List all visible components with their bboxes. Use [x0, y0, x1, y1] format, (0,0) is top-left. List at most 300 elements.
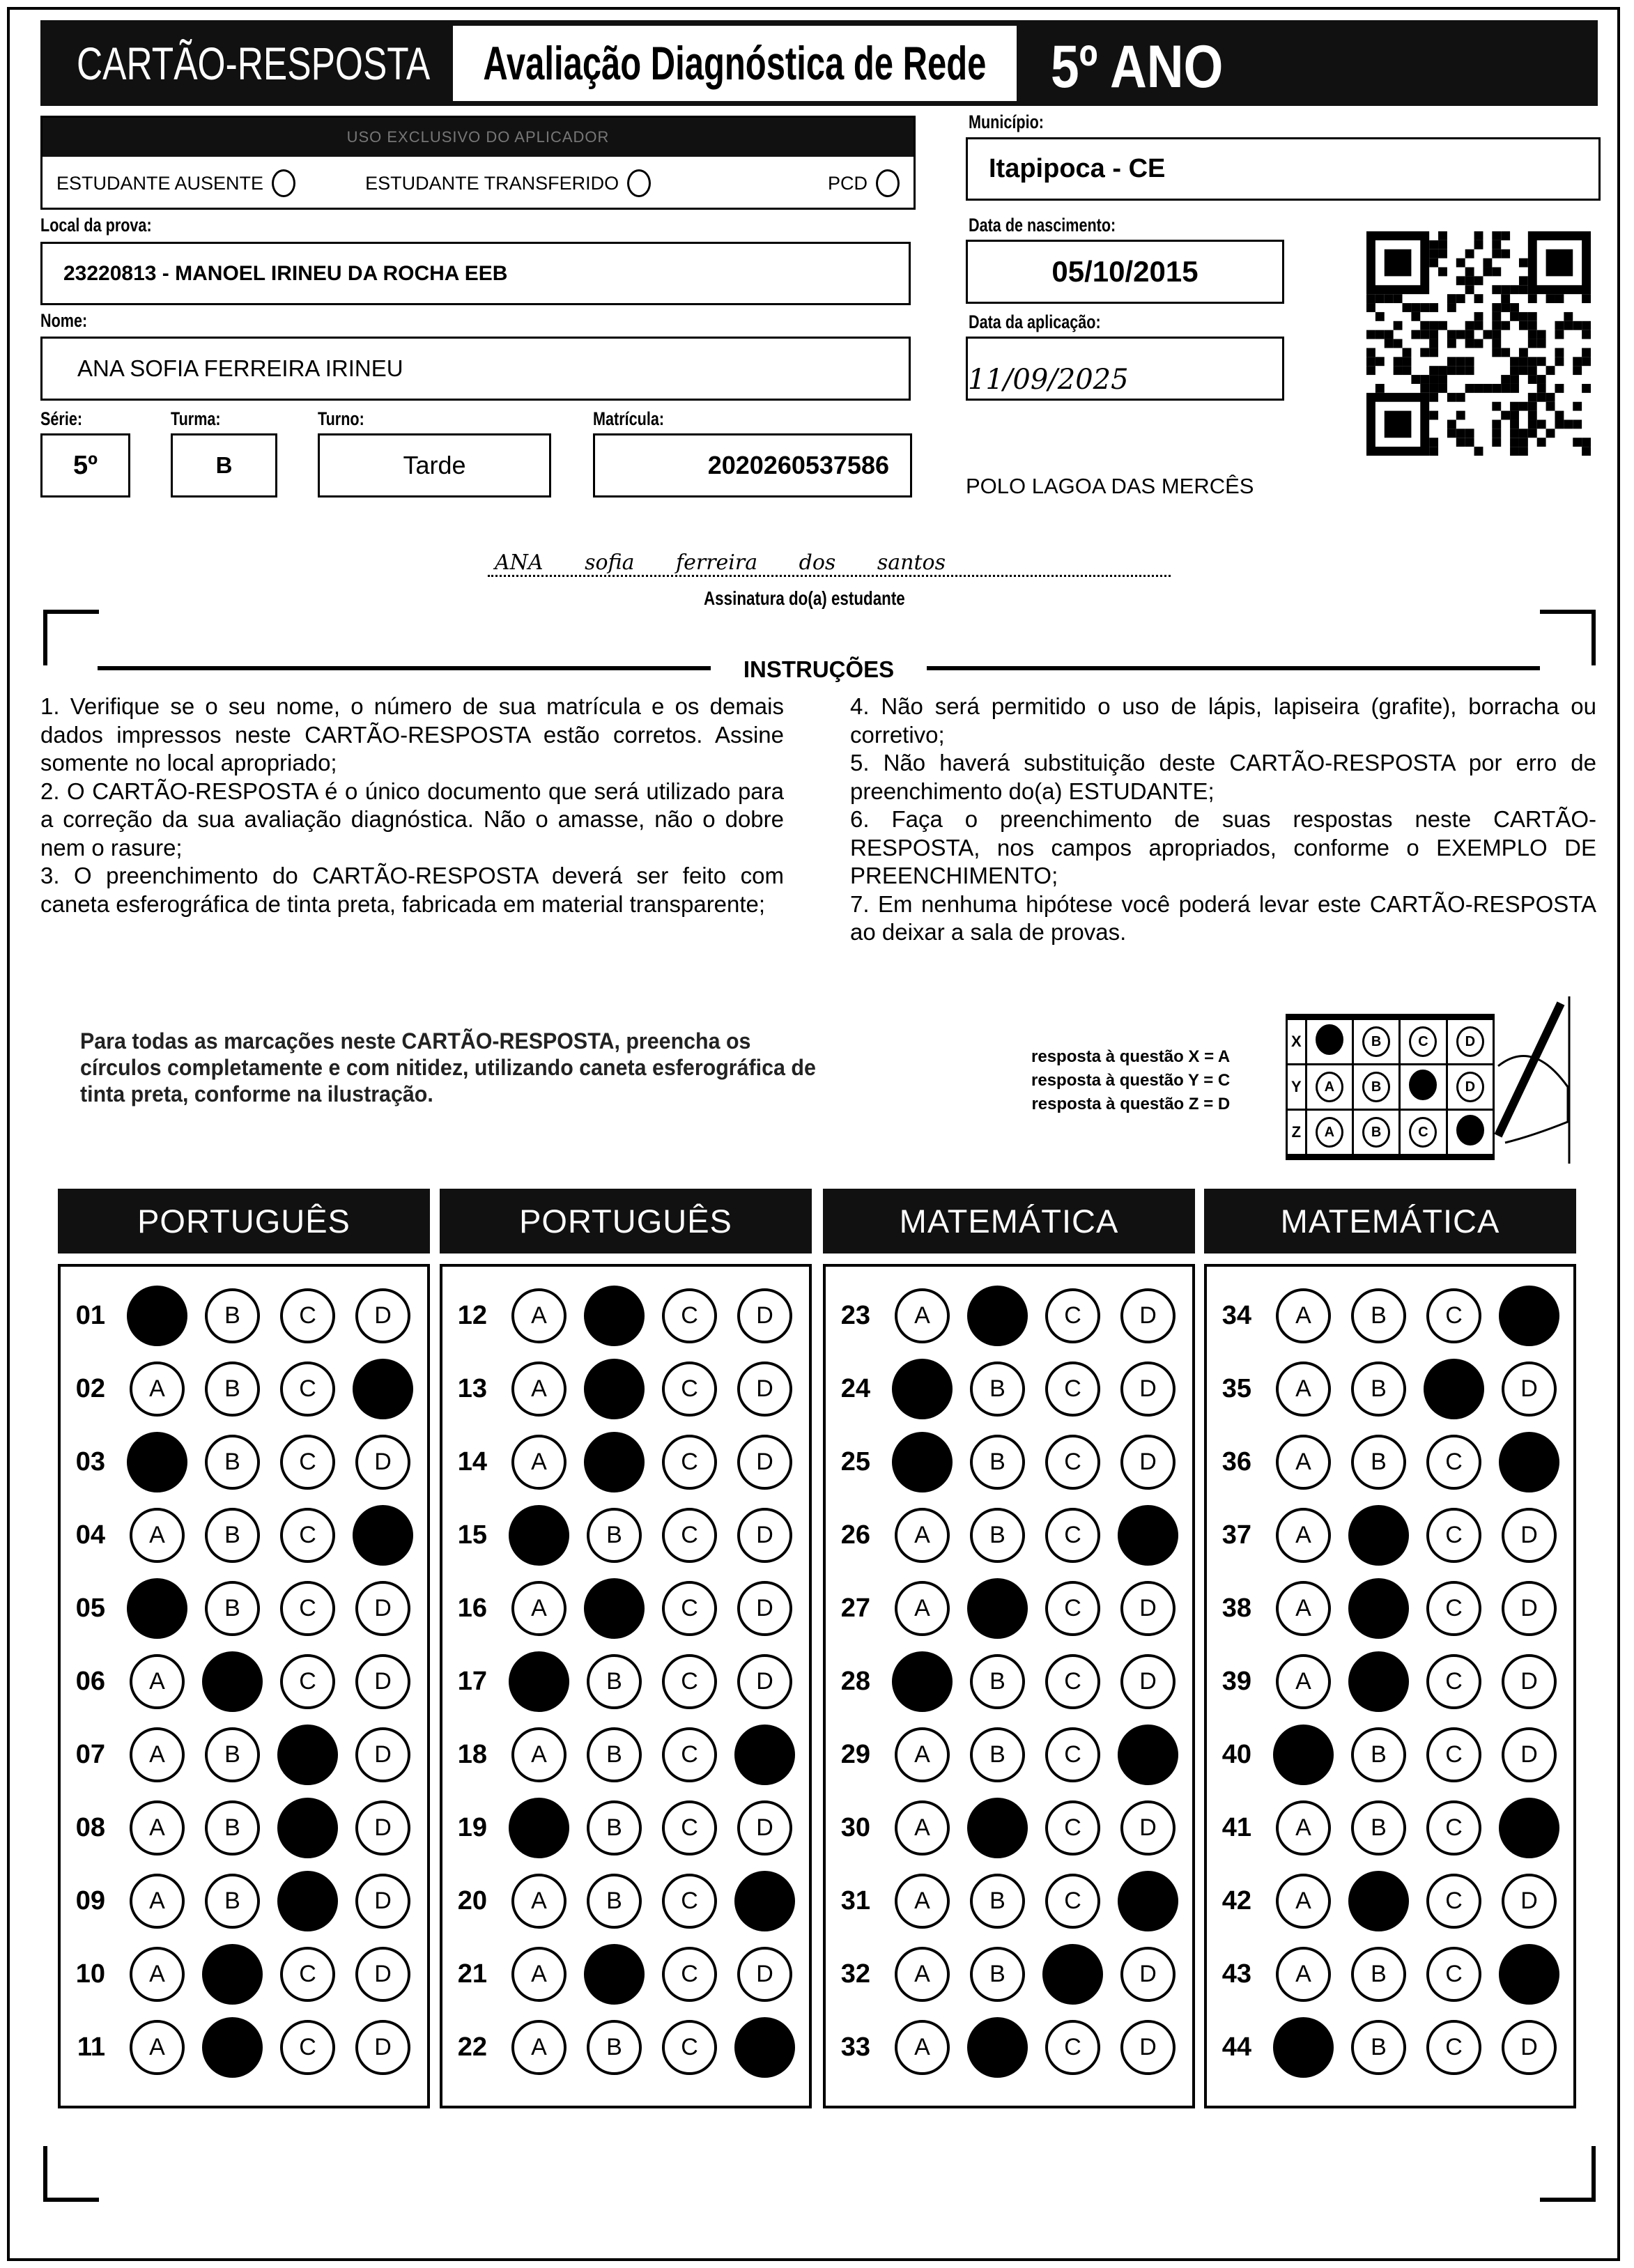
answer-bubble-d[interactable]	[734, 1725, 795, 1785]
question-row	[442, 2016, 792, 2078]
answer-bubble-c[interactable]: C	[1045, 2020, 1100, 2075]
local-field: 23220813 - MANOEL IRINEU DA ROCHA EEB	[40, 242, 911, 305]
answer-bubble-d[interactable]: D	[355, 1654, 410, 1709]
turma-label: Turma:	[171, 408, 221, 429]
question-number: 42	[1221, 1885, 1251, 1915]
answer-bubble-d[interactable]	[734, 1871, 795, 1931]
answer-bubble-c[interactable]: C	[280, 1581, 335, 1636]
question-number: 32	[840, 1959, 870, 1989]
answer-bubble-b[interactable]	[1348, 1651, 1409, 1712]
answer-bubble-d[interactable]	[1499, 1286, 1559, 1346]
example-bubble: D	[1456, 1072, 1484, 1102]
answer-bubble-a[interactable]: A	[130, 1727, 185, 1782]
assessment-title: Avaliação Diagnóstica de Rede	[483, 37, 987, 90]
question-row	[61, 1796, 410, 1859]
question-row	[1207, 1943, 1557, 2005]
pcd-bubble[interactable]	[876, 169, 900, 197]
answer-bubble-c[interactable]: C	[280, 1947, 335, 2002]
answer-bubble-c[interactable]: C	[662, 1508, 717, 1563]
question-number: 37	[1221, 1520, 1251, 1550]
answer-bubble-d[interactable]: D	[737, 1654, 792, 1709]
example-cell	[1306, 1065, 1352, 1110]
answer-bubble-c[interactable]	[1424, 1359, 1484, 1419]
answer-bubble-c[interactable]: C	[1045, 1874, 1100, 1929]
example-question-label: Z	[1287, 1110, 1307, 1155]
answer-grid	[1204, 1264, 1576, 2108]
answer-bubble-c[interactable]: C	[1426, 2020, 1481, 2075]
answer-bubble-c[interactable]: C	[662, 1361, 717, 1417]
answer-bubble-a[interactable]	[127, 1578, 187, 1639]
question-number: 16	[457, 1593, 487, 1623]
absent-label: ESTUDANTE AUSENTE	[56, 172, 264, 194]
answer-bubble-a[interactable]: A	[130, 1361, 185, 1417]
answer-bubble-a[interactable]: A	[511, 2020, 566, 2075]
student-signature[interactable]: ANA sofia ferreira dos santos	[488, 550, 1171, 577]
question-number: 40	[1221, 1739, 1251, 1769]
answer-bubble-b[interactable]: B	[205, 1288, 260, 1343]
answer-bubble-b[interactable]: B	[970, 1947, 1025, 2002]
answer-bubble-d[interactable]	[1499, 1432, 1559, 1492]
answer-bubble-c[interactable]: C	[1426, 1874, 1481, 1929]
answer-bubble-b[interactable]: B	[970, 1727, 1025, 1782]
answer-bubble-d[interactable]: D	[355, 1947, 410, 2002]
answer-bubble-b[interactable]	[967, 2017, 1028, 2078]
turma-field: B	[171, 433, 277, 497]
grade-title: 5º ANO	[1051, 33, 1224, 100]
answer-bubble-b[interactable]	[584, 1432, 645, 1492]
question-row	[826, 1357, 1176, 1420]
pcd-label: PCD	[827, 172, 868, 194]
question-number: 21	[457, 1959, 487, 1989]
answer-bubble-c[interactable]: C	[1045, 1435, 1100, 1490]
example-bubble: B	[1362, 1117, 1390, 1148]
answer-bubble-a[interactable]: A	[511, 1435, 566, 1490]
answer-bubble-a[interactable]: A	[895, 1581, 950, 1636]
example-line: resposta à questão Z = D	[1031, 1095, 1231, 1113]
question-number: 22	[457, 2032, 487, 2062]
answer-bubble-c[interactable]: C	[280, 1288, 335, 1343]
answer-bubble-a[interactable]: A	[511, 1727, 566, 1782]
example-cell	[1447, 1110, 1493, 1155]
example-illustration	[1286, 1014, 1495, 1160]
fill-instructions-note: Para todas as marcações neste CARTÃO-RESPOSTA, preencha os círculos completamente e com nitidez, utilizando caneta esferográfica de tinta preta, conforme na ilustração.	[80, 1028, 816, 1106]
example-line: resposta à questão X = A	[1031, 1047, 1231, 1066]
example-row	[1287, 1065, 1494, 1110]
answer-bubble-a[interactable]: A	[511, 1874, 566, 1929]
answer-bubble-b[interactable]	[1348, 1505, 1409, 1566]
assessment-title-box	[453, 26, 1017, 101]
question-row	[61, 1504, 410, 1566]
answer-bubble-a[interactable]: A	[1276, 1581, 1331, 1636]
answer-bubble-a[interactable]	[127, 1286, 187, 1346]
answer-bubble-d[interactable]: D	[737, 1508, 792, 1563]
answer-bubble-b[interactable]: B	[587, 1727, 642, 1782]
answer-bubble-a[interactable]: A	[1276, 1435, 1331, 1490]
answer-bubble-d[interactable]: D	[355, 1727, 410, 1782]
answer-bubble-c[interactable]	[277, 1725, 338, 1785]
answer-bubble-b[interactable]: B	[205, 1727, 260, 1782]
answer-bubble-c[interactable]: C	[1426, 1581, 1481, 1636]
question-number: 10	[75, 1959, 105, 1989]
answer-bubble-d[interactable]: D	[1502, 1654, 1557, 1709]
answer-bubble-b[interactable]: B	[970, 1361, 1025, 1417]
answer-bubble-b[interactable]: B	[1351, 1727, 1406, 1782]
question-row	[826, 1504, 1176, 1566]
question-row	[826, 1723, 1176, 1786]
matricula-field: 2020260537586	[593, 433, 912, 497]
question-number: 26	[840, 1520, 870, 1550]
transferred-label: ESTUDANTE TRANSFERIDO	[365, 172, 619, 194]
instructions-left: 1. Verifique se o seu nome, o número de sua matrícula e os demais dados impressos neste CARTÃO-RESPOSTA estão corretos. Assine somente no local apropriado; 2. O CARTÃO-RESPOSTA é o único documento que será utilizado para a correção da sua avaliação diagnóstica. Não o amasse, não o dobre nem o rasure; 3. O preenchimento do CARTÃO-RESPOSTA deverá ser feito com caneta esferográfica de tinta preta, fabricada em material transparente;	[40, 693, 784, 917]
name-label: Nome:	[40, 310, 88, 331]
question-row	[826, 1796, 1176, 1859]
answer-bubble-b[interactable]: B	[970, 1508, 1025, 1563]
answer-bubble-a[interactable]: A	[895, 1874, 950, 1929]
question-row	[442, 1796, 792, 1859]
question-row	[1207, 1577, 1557, 1640]
answer-bubble-a[interactable]: A	[130, 1947, 185, 2002]
answer-bubble-b[interactable]	[967, 1578, 1028, 1639]
question-row	[61, 1869, 410, 1932]
answer-bubble-b[interactable]: B	[1351, 1361, 1406, 1417]
card-title: CARTÃO-RESPOSTA	[77, 38, 431, 89]
answer-bubble-c[interactable]: C	[662, 1288, 717, 1343]
example-cell	[1353, 1110, 1400, 1155]
example-bubble: A	[1316, 1117, 1343, 1148]
answer-bubble-a[interactable]: A	[130, 1874, 185, 1929]
example-legend	[1031, 1045, 1230, 1116]
answer-bubble-d[interactable]: D	[355, 1800, 410, 1856]
birthdate-label: Data de nascimento:	[969, 215, 1116, 236]
answer-bubble-a[interactable]: A	[511, 1581, 566, 1636]
question-row	[61, 1650, 410, 1713]
example-bubble: B	[1362, 1026, 1390, 1057]
polo-text: POLO LAGOA DAS MERCÊS	[966, 474, 1254, 498]
answer-bubble-d[interactable]: D	[1502, 2020, 1557, 2075]
answer-bubble-c[interactable]: C	[662, 1874, 717, 1929]
turno-field: Tarde	[318, 433, 551, 497]
answer-bubble-b[interactable]: B	[587, 2020, 642, 2075]
question-row	[826, 1430, 1176, 1493]
answer-bubble-a[interactable]: A	[511, 1947, 566, 2002]
answer-bubble-b[interactable]	[202, 1651, 263, 1712]
answer-bubble-c[interactable]: C	[662, 2020, 717, 2075]
answer-bubble-d[interactable]	[353, 1359, 413, 1419]
serie-label: Série:	[40, 408, 83, 429]
signature-caption: Assinatura do(a) estudante	[704, 587, 905, 609]
answer-bubble-b[interactable]: B	[205, 1874, 260, 1929]
question-row	[1207, 1869, 1557, 1932]
answer-bubble-b[interactable]	[584, 1286, 645, 1346]
question-number: 06	[75, 1666, 105, 1696]
answer-bubble-b[interactable]: B	[1351, 1947, 1406, 2002]
answer-bubble-d[interactable]: D	[1502, 1581, 1557, 1636]
answer-bubble-c[interactable]: C	[1426, 1800, 1481, 1856]
answer-bubble-c[interactable]: C	[1045, 1361, 1100, 1417]
answer-bubble-c[interactable]	[277, 1798, 338, 1858]
answer-bubble-d[interactable]: D	[737, 1581, 792, 1636]
answer-bubble-c[interactable]: C	[1426, 1727, 1481, 1782]
answer-bubble-b[interactable]: B	[205, 1435, 260, 1490]
answer-bubble-b[interactable]: B	[587, 1800, 642, 1856]
answer-bubble-d[interactable]: D	[737, 1361, 792, 1417]
answer-bubble-c[interactable]: C	[662, 1727, 717, 1782]
question-row	[442, 1357, 792, 1420]
answer-bubble-d[interactable]	[1499, 1944, 1559, 2005]
answer-bubble-d[interactable]	[1118, 1871, 1178, 1931]
example-row	[1287, 1019, 1494, 1065]
question-row	[442, 1650, 792, 1713]
answer-bubble-c[interactable]: C	[1045, 1727, 1100, 1782]
question-number: 28	[840, 1666, 870, 1696]
answer-bubble-c[interactable]: C	[280, 2020, 335, 2075]
answer-bubble-b[interactable]	[1348, 1871, 1409, 1931]
answer-bubble-b[interactable]: B	[1351, 1288, 1406, 1343]
answer-bubble-a[interactable]: A	[1276, 1508, 1331, 1563]
answer-bubble-a[interactable]: A	[130, 1654, 185, 1709]
answer-bubble-a[interactable]: A	[895, 1508, 950, 1563]
divider	[98, 666, 711, 670]
answer-bubble-c[interactable]	[277, 1871, 338, 1931]
answer-bubble-b[interactable]: B	[205, 1581, 260, 1636]
absent-bubble[interactable]	[272, 169, 295, 197]
answer-bubble-d[interactable]	[734, 2017, 795, 2078]
answer-bubble-b[interactable]: B	[205, 1361, 260, 1417]
answer-bubble-b[interactable]: B	[1351, 1800, 1406, 1856]
answer-bubble-c[interactable]: C	[1045, 1581, 1100, 1636]
question-row	[61, 1430, 410, 1493]
answer-bubble-c[interactable]: C	[662, 1435, 717, 1490]
answer-bubble-d[interactable]: D	[1120, 2020, 1176, 2075]
answer-bubble-d[interactable]: D	[1120, 1581, 1176, 1636]
answer-bubble-b[interactable]	[584, 1944, 645, 2005]
answer-bubble-a[interactable]: A	[895, 1727, 950, 1782]
answer-bubble-a[interactable]	[509, 1651, 569, 1712]
answer-bubble-a[interactable]: A	[895, 2020, 950, 2075]
question-row	[826, 1943, 1176, 2005]
answer-bubble-d[interactable]	[1499, 1798, 1559, 1858]
answer-bubble-a[interactable]: A	[511, 1288, 566, 1343]
answer-bubble-c[interactable]: C	[662, 1654, 717, 1709]
answer-bubble-c[interactable]: C	[280, 1361, 335, 1417]
answer-bubble-c[interactable]: C	[1426, 1947, 1481, 2002]
answer-bubble-c[interactable]: C	[1426, 1508, 1481, 1563]
example-cell	[1353, 1065, 1400, 1110]
example-cell	[1400, 1019, 1447, 1065]
transferred-bubble[interactable]	[627, 169, 651, 197]
applicator-title: USO EXCLUSIVO DO APLICADOR	[43, 118, 914, 157]
answer-bubble-b[interactable]: B	[587, 1508, 642, 1563]
municipio-label: Município:	[969, 111, 1044, 132]
example-bubble: A	[1316, 1072, 1343, 1102]
question-number: 15	[457, 1520, 487, 1550]
answer-bubble-d[interactable]: D	[1120, 1947, 1176, 2002]
hand-pen-icon	[1491, 996, 1575, 1164]
answer-bubble-a[interactable]: A	[1276, 1288, 1331, 1343]
applicator-box	[40, 116, 916, 210]
application-date-label: Data da aplicação:	[969, 311, 1101, 332]
answer-bubble-d[interactable]: D	[737, 1800, 792, 1856]
answer-bubble-b[interactable]: B	[1351, 2020, 1406, 2075]
answer-bubble-b[interactable]	[1348, 1578, 1409, 1639]
question-number: 25	[840, 1447, 870, 1476]
example-bubble	[1456, 1115, 1484, 1145]
local-label: Local da prova:	[40, 215, 152, 236]
answer-bubble-d[interactable]: D	[1120, 1800, 1176, 1856]
answer-bubble-b[interactable]: B	[1351, 1435, 1406, 1490]
answer-bubble-d[interactable]: D	[1502, 1727, 1557, 1782]
answer-bubble-c[interactable]: C	[662, 1581, 717, 1636]
answer-bubble-b[interactable]	[202, 1944, 263, 2005]
question-number: 05	[75, 1593, 105, 1623]
answer-bubble-d[interactable]: D	[737, 1435, 792, 1490]
answer-bubble-c[interactable]: C	[662, 1800, 717, 1856]
answer-bubble-c[interactable]: C	[1045, 1800, 1100, 1856]
application-date-field[interactable]: 11/09/2025	[966, 337, 1284, 401]
answer-bubble-d[interactable]: D	[1502, 1361, 1557, 1417]
answer-bubble-d[interactable]: D	[1502, 1508, 1557, 1563]
example-question-label: Y	[1287, 1065, 1307, 1110]
answer-bubble-b[interactable]	[967, 1798, 1028, 1858]
answer-bubble-c[interactable]	[1042, 1944, 1103, 2005]
answer-bubble-b[interactable]: B	[205, 1508, 260, 1563]
example-cell	[1400, 1110, 1447, 1155]
answer-bubble-a[interactable]	[509, 1798, 569, 1858]
answer-bubble-a[interactable]	[892, 1432, 953, 1492]
answer-bubble-d[interactable]: D	[1120, 1361, 1176, 1417]
question-row	[442, 1723, 792, 1786]
answer-bubble-a[interactable]: A	[1276, 1800, 1331, 1856]
question-number: 17	[457, 1666, 487, 1696]
answer-bubble-a[interactable]: A	[895, 1288, 950, 1343]
answer-bubble-a[interactable]: A	[895, 1800, 950, 1856]
answer-bubble-d[interactable]: D	[355, 1581, 410, 1636]
answer-bubble-a[interactable]: A	[895, 1947, 950, 2002]
answer-bubble-d[interactable]	[1118, 1725, 1178, 1785]
answer-bubble-c[interactable]: C	[1426, 1435, 1481, 1490]
question-number: 38	[1221, 1593, 1251, 1623]
answer-bubble-d[interactable]	[353, 1505, 413, 1566]
question-row	[826, 1650, 1176, 1713]
answer-bubble-a[interactable]	[1273, 2017, 1334, 2078]
answer-bubble-b[interactable]: B	[970, 1874, 1025, 1929]
example-bubble	[1409, 1070, 1437, 1100]
example-cell	[1353, 1019, 1400, 1065]
question-number: 29	[840, 1739, 870, 1769]
answer-bubble-d[interactable]: D	[1120, 1288, 1176, 1343]
question-number: 08	[75, 1812, 105, 1842]
answer-bubble-c[interactable]: C	[1426, 1288, 1481, 1343]
corner-mark	[1540, 610, 1596, 665]
answer-bubble-d[interactable]: D	[737, 1947, 792, 2002]
answer-bubble-b[interactable]	[584, 1359, 645, 1419]
answer-bubble-b[interactable]: B	[587, 1654, 642, 1709]
question-row	[61, 1943, 410, 2005]
answer-bubble-a[interactable]	[1273, 1725, 1334, 1785]
instructions-title: INSTRUÇÕES	[743, 656, 895, 682]
answer-bubble-a[interactable]	[509, 1505, 569, 1566]
answer-bubble-a[interactable]	[892, 1359, 953, 1419]
name-field: ANA SOFIA FERREIRA IRINEU	[40, 337, 911, 401]
answer-bubble-a[interactable]: A	[130, 1508, 185, 1563]
answer-bubble-a[interactable]: A	[130, 1800, 185, 1856]
answer-bubble-d[interactable]: D	[1502, 1874, 1557, 1929]
question-row	[61, 1577, 410, 1640]
section-header: MATEMÁTICA	[823, 1189, 1195, 1253]
answer-bubble-d[interactable]: D	[737, 1288, 792, 1343]
example-bubble: B	[1362, 1072, 1390, 1102]
answer-bubble-c[interactable]: C	[662, 1947, 717, 2002]
question-number: 07	[75, 1739, 105, 1769]
question-number: 44	[1221, 2032, 1251, 2062]
answer-bubble-b[interactable]: B	[587, 1874, 642, 1929]
question-number: 33	[840, 2032, 870, 2062]
answer-bubble-c[interactable]: C	[1045, 1508, 1100, 1563]
question-number: 27	[840, 1593, 870, 1623]
question-row	[826, 1577, 1176, 1640]
section-header: MATEMÁTICA	[1204, 1189, 1576, 1253]
example-bubble: D	[1456, 1026, 1484, 1057]
answer-bubble-c[interactable]: C	[1045, 1654, 1100, 1709]
question-number: 14	[457, 1447, 487, 1476]
corner-mark	[1540, 2146, 1596, 2202]
answer-bubble-d[interactable]: D	[355, 1874, 410, 1929]
answer-bubble-a[interactable]	[127, 1432, 187, 1492]
answer-bubble-b[interactable]: B	[970, 1654, 1025, 1709]
example-cell	[1447, 1019, 1493, 1065]
answer-grid	[440, 1264, 812, 2108]
question-row	[826, 2016, 1176, 2078]
answer-bubble-b[interactable]	[584, 1578, 645, 1639]
question-row	[442, 1430, 792, 1493]
qr-code	[1366, 231, 1591, 456]
answer-bubble-c[interactable]: C	[280, 1654, 335, 1709]
answer-bubble-a[interactable]: A	[1276, 1947, 1331, 2002]
answer-bubble-d[interactable]: D	[355, 2020, 410, 2075]
question-number: 30	[840, 1812, 870, 1842]
corner-mark	[43, 610, 99, 665]
answer-bubble-a[interactable]: A	[130, 2020, 185, 2075]
answer-bubble-a[interactable]	[892, 1651, 953, 1712]
question-row	[1207, 1723, 1557, 1786]
answer-bubble-d[interactable]: D	[1120, 1654, 1176, 1709]
answer-bubble-c[interactable]: C	[280, 1435, 335, 1490]
answer-bubble-c[interactable]: C	[280, 1508, 335, 1563]
answer-bubble-a[interactable]: A	[1276, 1654, 1331, 1709]
answer-bubble-c[interactable]: C	[1045, 1288, 1100, 1343]
example-bubble: C	[1409, 1026, 1437, 1057]
answer-bubble-c[interactable]: C	[1426, 1654, 1481, 1709]
answer-bubble-b[interactable]: B	[970, 1435, 1025, 1490]
example-bubble	[1316, 1024, 1343, 1055]
answer-grid	[823, 1264, 1195, 2108]
turno-label: Turno:	[318, 408, 364, 429]
question-row	[442, 1869, 792, 1932]
example-cell	[1400, 1065, 1447, 1110]
answer-bubble-d[interactable]	[1118, 1505, 1178, 1566]
answer-bubble-d[interactable]: D	[1120, 1435, 1176, 1490]
answer-bubble-b[interactable]: B	[205, 1800, 260, 1856]
answer-bubble-d[interactable]: D	[355, 1435, 410, 1490]
answer-bubble-a[interactable]: A	[1276, 1874, 1331, 1929]
answer-bubble-a[interactable]: A	[511, 1361, 566, 1417]
answer-bubble-b[interactable]	[202, 2017, 263, 2078]
question-number: 31	[840, 1885, 870, 1915]
question-row	[61, 1357, 410, 1420]
answer-bubble-b[interactable]	[967, 1286, 1028, 1346]
answer-bubble-d[interactable]: D	[355, 1288, 410, 1343]
answer-bubble-a[interactable]: A	[1276, 1361, 1331, 1417]
